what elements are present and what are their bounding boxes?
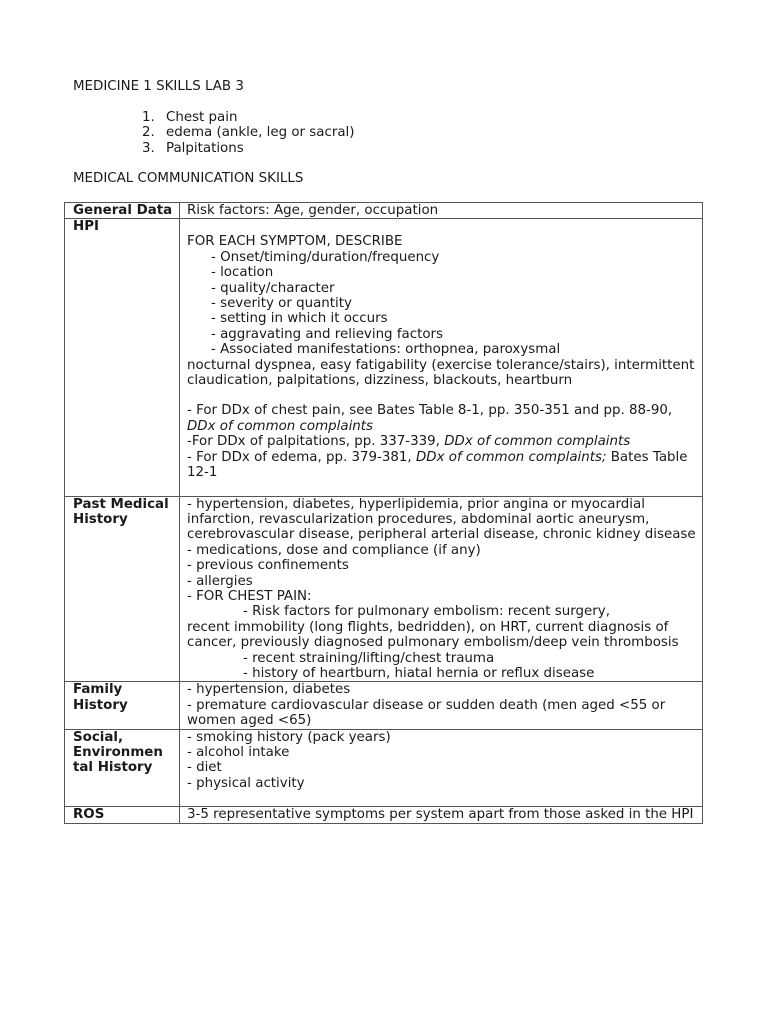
hpi-item: - Associated manifestations: orthopnea, paroxysmal: [211, 342, 561, 358]
table-row-past-medical-history: [65, 496, 703, 682]
table-row-ros: [65, 807, 703, 823]
row-label: Family History: [65, 682, 180, 729]
row-value: 3-5 representative symptoms per system apart from those asked in the HPI: [180, 807, 703, 823]
section-heading: MEDICAL COMMUNICATION SKILLS: [73, 171, 304, 186]
pmh-item: - allergies: [187, 573, 253, 589]
row-label: Past Medical History: [65, 496, 180, 682]
row-value: Risk factors: Age, gender, occupation: [180, 203, 703, 219]
table-row-family-history: [65, 682, 703, 729]
history-table: [64, 202, 703, 824]
social-item: - physical activity: [187, 775, 305, 791]
hpi-associated-continued: nocturnal dyspnea, easy fatigability (exercise tolerance/stairs), intermittent claudication, palpitations, dizziness, blackouts, heartburn: [187, 357, 695, 389]
hpi-item: - Onset/timing/duration/frequency: [211, 249, 440, 265]
hpi-ddx-palpitations: -For DDx of palpitations, pp. 337-339, DDx of common complaints: [187, 434, 631, 450]
hpi-heading: FOR EACH SYMPTOM, DESCRIBE: [187, 234, 403, 250]
hpi-item: - quality/character: [211, 280, 335, 296]
hpi-item: - setting in which it occurs: [211, 311, 388, 327]
row-value: [180, 219, 703, 496]
family-item: - hypertension, diabetes: [187, 682, 351, 698]
pmh-item: - recent straining/lifting/chest trauma: [243, 650, 495, 666]
row-value: [180, 729, 703, 807]
row-label: Social, Environmen tal History: [65, 729, 180, 807]
pmh-item: - Risk factors for pulmonary embolism: recent surgery,: [243, 604, 610, 620]
hpi-item: - location: [211, 265, 274, 281]
table-row-social-history: [65, 729, 703, 807]
pmh-item: recent immobility (long flights, bedridden), on HRT, current diagnosis of cancer, previously diagnosed pulmonary embolism/deep vein thrombosis: [187, 619, 679, 651]
pmh-item: - history of heartburn, hiatal hernia or reflux disease: [243, 665, 595, 681]
spacer: [187, 481, 699, 496]
social-item: - diet: [187, 760, 222, 776]
row-value: [180, 496, 703, 682]
social-item: - alcohol intake: [187, 745, 290, 760]
pmh-item: - hypertension, diabetes, hyperlipidemia, prior angina or myocardial infarction, revascularization procedures, abdominal aortic aneurysm, cerebrovascular disease, peripheral arterial disease, chronic kidney disease: [187, 496, 696, 543]
row-label: HPI: [65, 219, 180, 496]
list-item: 1. Chest pain: [142, 110, 238, 125]
row-label: General Data: [65, 203, 180, 219]
list-item: 3. Palpitations: [142, 140, 244, 156]
spacer: [187, 791, 699, 806]
table-row-general-data: [65, 203, 703, 219]
family-item: - premature cardiovascular disease or sudden death (men aged <55 or women aged <65): [187, 697, 666, 729]
row-label: ROS: [65, 807, 180, 823]
hpi-ddx-edema: - For DDx of edema, pp. 379-381, DDx of common complaints; Bates Table 12-1: [187, 449, 688, 481]
hpi-item: - severity or quantity: [211, 296, 352, 312]
social-item: - smoking history (pack years): [187, 729, 391, 745]
hpi-ddx-chest: - For DDx of chest pain, see Bates Table 8-1, pp. 350-351 and pp. 88-90, DDx of common complaints: [187, 403, 673, 434]
pmh-item: - previous confinements: [187, 558, 349, 574]
hpi-item: - aggravating and relieving factors: [211, 326, 444, 342]
table-row-hpi: [65, 219, 703, 496]
pmh-item: - medications, dose and compliance (if any): [187, 542, 481, 558]
spacer: [187, 388, 699, 403]
spacer: [187, 219, 699, 234]
pmh-item: - FOR CHEST PAIN:: [187, 588, 312, 604]
symptom-list: [142, 110, 355, 156]
list-item: 2. edema (ankle, leg or sacral): [142, 125, 355, 141]
row-value: [180, 682, 703, 729]
document-title: MEDICINE 1 SKILLS LAB 3: [73, 79, 244, 94]
